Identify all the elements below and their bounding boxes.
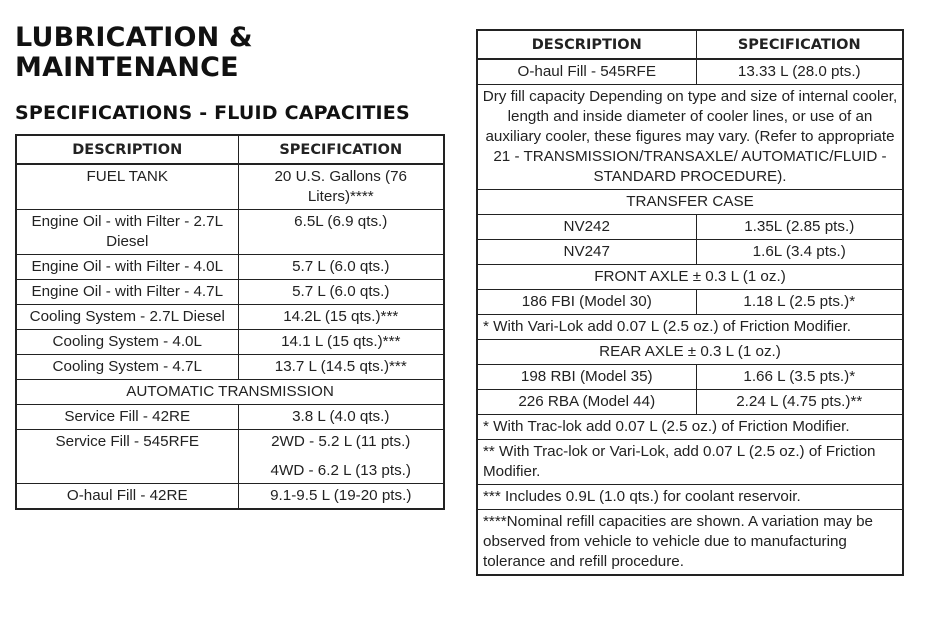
note-row — [477, 440, 903, 485]
row-description: Engine Oil - with Filter - 2.7L Diesel — [16, 210, 238, 255]
row-description: 186 FBI (Model 30) — [477, 290, 696, 315]
row-description: O-haul Fill - 42RE — [16, 484, 238, 510]
table-row — [477, 390, 903, 415]
fluid-capacities-table-right — [476, 29, 904, 576]
note-row-dry-fill — [477, 85, 903, 190]
spec-4wd: 4WD - 6.2 L (13 pts.) — [270, 462, 411, 479]
row-description: O-haul Fill - 545RFE — [477, 59, 696, 85]
row-description: 198 RBI (Model 35) — [477, 365, 696, 390]
table-row — [16, 484, 444, 510]
row-description: Cooling System - 2.7L Diesel — [16, 305, 238, 330]
table-row — [477, 240, 903, 265]
section-heading: REAR AXLE ± 0.3 L (1 oz.) — [477, 340, 903, 365]
row-description: NV242 — [477, 215, 696, 240]
section-heading: TRANSFER CASE — [477, 190, 903, 215]
table-row — [16, 164, 444, 210]
row-description: Cooling System - 4.7L — [16, 355, 238, 380]
row-description: FUEL TANK — [16, 164, 238, 210]
table-row — [16, 305, 444, 330]
specification-header: SPECIFICATION — [696, 30, 903, 59]
row-description: Engine Oil - with Filter - 4.7L — [16, 280, 238, 305]
table-row — [477, 365, 903, 390]
row-specification — [238, 430, 444, 484]
row-description: 226 RBA (Model 44) — [477, 390, 696, 415]
page-title — [15, 23, 335, 83]
row-specification: 5.7 L (6.0 qts.) — [238, 255, 444, 280]
note-row — [477, 510, 903, 576]
footnote-trac-lok-vari-lok: ** With Trac-lok or Vari-Lok, add 0.07 L (2.5 oz.) of Friction Modifier. — [477, 440, 903, 485]
row-specification: 1.18 L (2.5 pts.)* — [696, 290, 903, 315]
row-specification: 6.5L (6.9 qts.) — [238, 210, 444, 255]
table-row — [16, 405, 444, 430]
row-specification: 14.1 L (15 qts.)*** — [238, 330, 444, 355]
section-row-transfer-case — [477, 190, 903, 215]
table-row — [477, 59, 903, 85]
section-row-automatic-transmission — [16, 380, 444, 405]
dry-fill-note: Dry fill capacity Depending on type and size of internal cooler, length and inside diameter of cooler lines, or use of an auxiliary cooler, these figures may vary. (Refer to appropriate 21 - TRANSMISSION/TRANSAXLE/ AUTOMATIC/FLUID - STANDARD PROCEDURE). — [477, 85, 903, 190]
fluid-capacities-table-left — [15, 134, 445, 510]
row-specification: 13.7 L (14.5 qts.)*** — [238, 355, 444, 380]
row-specification: 9.1-9.5 L (19-20 pts.) — [238, 484, 444, 510]
section-row-front-axle — [477, 265, 903, 290]
description-header: DESCRIPTION — [477, 30, 696, 59]
row-description: Service Fill - 545RFE — [16, 430, 238, 484]
footnote-trac-lok: * With Trac-lok add 0.07 L (2.5 oz.) of Friction Modifier. — [477, 415, 903, 440]
title-line-1: LUBRICATION & — [15, 22, 253, 53]
table-header-row — [477, 30, 903, 59]
table-row — [16, 330, 444, 355]
row-specification: 20 U.S. Gallons (76 Liters)**** — [238, 164, 444, 210]
spec-2wd: 2WD - 5.2 L (11 pts.) — [271, 433, 411, 450]
row-specification: 13.33 L (28.0 pts.) — [696, 59, 903, 85]
table-row — [477, 215, 903, 240]
row-specification: 2.24 L (4.75 pts.)** — [696, 390, 903, 415]
section-row-rear-axle — [477, 340, 903, 365]
table-row — [16, 210, 444, 255]
title-line-2: MAINTENANCE — [15, 52, 239, 83]
row-description: Engine Oil - with Filter - 4.0L — [16, 255, 238, 280]
row-specification: 1.6L (3.4 pts.) — [696, 240, 903, 265]
row-description: NV247 — [477, 240, 696, 265]
table-row — [16, 255, 444, 280]
table-row — [16, 280, 444, 305]
footnote-coolant-reservoir: *** Includes 0.9L (1.0 qts.) for coolant reservoir. — [477, 485, 903, 510]
note-row — [477, 485, 903, 510]
table-row — [16, 355, 444, 380]
section-heading: FRONT AXLE ± 0.3 L (1 oz.) — [477, 265, 903, 290]
row-specification: 1.66 L (3.5 pts.)* — [696, 365, 903, 390]
row-description: Service Fill - 42RE — [16, 405, 238, 430]
row-specification: 1.35L (2.85 pts.) — [696, 215, 903, 240]
table-row — [477, 290, 903, 315]
note-row — [477, 415, 903, 440]
description-header: DESCRIPTION — [16, 135, 238, 164]
specification-header: SPECIFICATION — [238, 135, 444, 164]
front-axle-note: * With Vari-Lok add 0.07 L (2.5 oz.) of Friction Modifier. — [477, 315, 903, 340]
table-row — [16, 430, 444, 484]
row-specification: 14.2L (15 qts.)*** — [238, 305, 444, 330]
section-heading: AUTOMATIC TRANSMISSION — [16, 380, 444, 405]
table-header-row — [16, 135, 444, 164]
section-subtitle: SPECIFICATIONS - FLUID CAPACITIES — [15, 102, 410, 124]
row-specification: 5.7 L (6.0 qts.) — [238, 280, 444, 305]
row-specification: 3.8 L (4.0 qts.) — [238, 405, 444, 430]
note-row — [477, 315, 903, 340]
footnote-nominal-refill: ****Nominal refill capacities are shown. A variation may be observed from vehicle to vehicle due to manufacturing tolerance and refill procedure. — [477, 510, 903, 576]
row-description: Cooling System - 4.0L — [16, 330, 238, 355]
